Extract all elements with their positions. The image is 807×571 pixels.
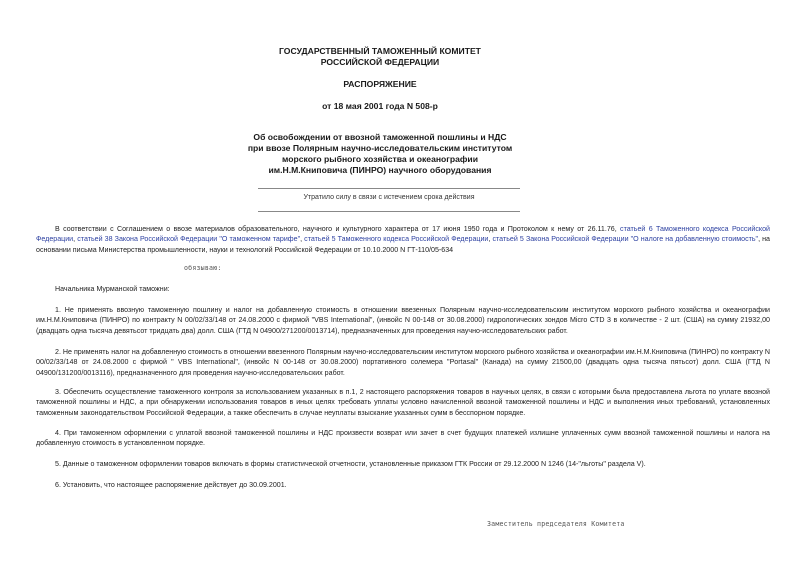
link-customs-code-art6[interactable]: статьей 6 Таможенного кодекса Российской Федерации bbox=[36, 225, 770, 244]
preamble-sep-3: , bbox=[488, 235, 493, 244]
item-5: 5. Данные о таможенном оформлении товаров включать в формы статистической отчетности, установленные приказом ГТК России от 29.12.2000 N 1246 (14-"льготы" раздела V). bbox=[55, 460, 646, 468]
divider-top bbox=[258, 188, 520, 189]
link-vat-law-art5[interactable]: статьей 5 Закона Российской Федерации "О налоге на добавленную стоимость" bbox=[492, 235, 759, 244]
obligate-word: обязываю: bbox=[184, 264, 222, 272]
status-note: Утратило силу в связи с истечением срока действия bbox=[303, 194, 475, 201]
document-date: от 18 мая 2001 года N 508-р bbox=[322, 101, 438, 111]
item-3: 3. Обеспечить осуществление таможенного контроля за использованием указанных в п.1, 2 настоящего распоряжения товаров в научных целях, в связи с которыми была предоставлена льгота по уплате ввозной таможенной пошлины и НДС, а при обнаружении использования товаров в иных целях требовать уплаты условно начисленной ввозной таможенной пошлины и НДС и выполнения иных требований, установленных таможенным законодательством Российской Федерации, а также обеспечить в случае неуплаты взыскание указанных сумм в бесспорном порядке. bbox=[36, 388, 770, 417]
item-1: 1. Не применять ввозную таможенную пошлину и налог на добавленную стоимость в отношении ввезенных Полярным научно-исследовательским институтом морского рыбного хозяйства и океанографии им.Н.М.Книповича (ПИНРО) по контракту N 00/02/33/148 от 24.08.2000 с фирмой "VBS International", (инвойс N 00-148 от 30.08.2000) гидрологических зондов Micro CTD 3 в количестве - 2 шт. (США) на сумму 21932,00 (двадцать одна тысяча девятьсот тридцать два) долл. США (ГТД N 04900/271200/0013714), предназначенных для проведения научно-исследовательских работ. bbox=[36, 306, 770, 335]
title-line1: Об освобождении от ввозной таможенной пошлины и НДС bbox=[253, 132, 507, 142]
link-tariff-law-art38[interactable]: статьей 38 Закона Российской Федерации "О таможенном тарифе" bbox=[77, 235, 301, 244]
org-name-line2: РОССИЙСКОЙ ФЕДЕРАЦИИ bbox=[320, 57, 440, 67]
title-line2: при ввозе Полярным научно-исследовательским институтом bbox=[247, 143, 513, 153]
title-line3: морского рыбного хозяйства и океанографии bbox=[281, 154, 478, 164]
divider-bottom bbox=[258, 211, 520, 212]
signature-title: Заместитель председателя Комитета bbox=[487, 520, 625, 528]
document-type: РАСПОРЯЖЕНИЕ bbox=[343, 79, 417, 89]
link-customs-code-art5[interactable]: статьей 5 Таможенного кодекса Российской Федерации bbox=[304, 235, 489, 244]
item-6: 6. Установить, что настоящее распоряжение действует до 30.09.2001. bbox=[55, 481, 287, 489]
title-line4: им.Н.М.Книповича (ПИНРО) научного оборудования bbox=[268, 165, 492, 175]
addressee: Начальника Мурманской таможни: bbox=[55, 285, 170, 293]
preamble-text-2: , на основании письма Министерства промышленности, науки и технологий Российской Федерации от 10.10.2000 N ГТ-110/05-634 bbox=[36, 235, 770, 254]
item-2: 2. Не применять налог на добавленную стоимость в отношении ввезенного Полярным научно-исследовательским институтом морского рыбного хозяйства и океанографии им.Н.М.Книповича (ПИНРО) по контракту N 00/02/33/148 от 24.08.2000 с фирмой " VBS International", (инвойс N 00-148 от 30.08.2000) портативного солемера "Portasal" (Канада) на сумму 21500,00 (двадцать одна тысяча пятьсот) долл. США (ГТД N 04900/131200/0013116), предназначенного для проведения научно-исследовательских работ. bbox=[36, 348, 770, 377]
preamble-paragraph bbox=[36, 224, 770, 255]
preamble-sep-1: , bbox=[73, 235, 78, 244]
org-name-line1: ГОСУДАРСТВЕННЫЙ ТАМОЖЕННЫЙ КОМИТЕТ bbox=[279, 46, 481, 56]
preamble-sep-2: , bbox=[300, 235, 305, 244]
preamble-text-1: В соответствии с Соглашением о ввозе материалов образовательного, научного и культурного характера от 17 июня 1950 года и Протоколом к нему от 26.11.76, bbox=[55, 225, 621, 233]
item-4: 4. При таможенном оформлении с уплатой ввозной таможенной пошлины и НДС произвести возврат или зачет в счет будущих платежей излишне уплаченных сумм ввозной таможенной пошлины и налога на добавленную стоимость в установленном порядке. bbox=[36, 429, 770, 448]
